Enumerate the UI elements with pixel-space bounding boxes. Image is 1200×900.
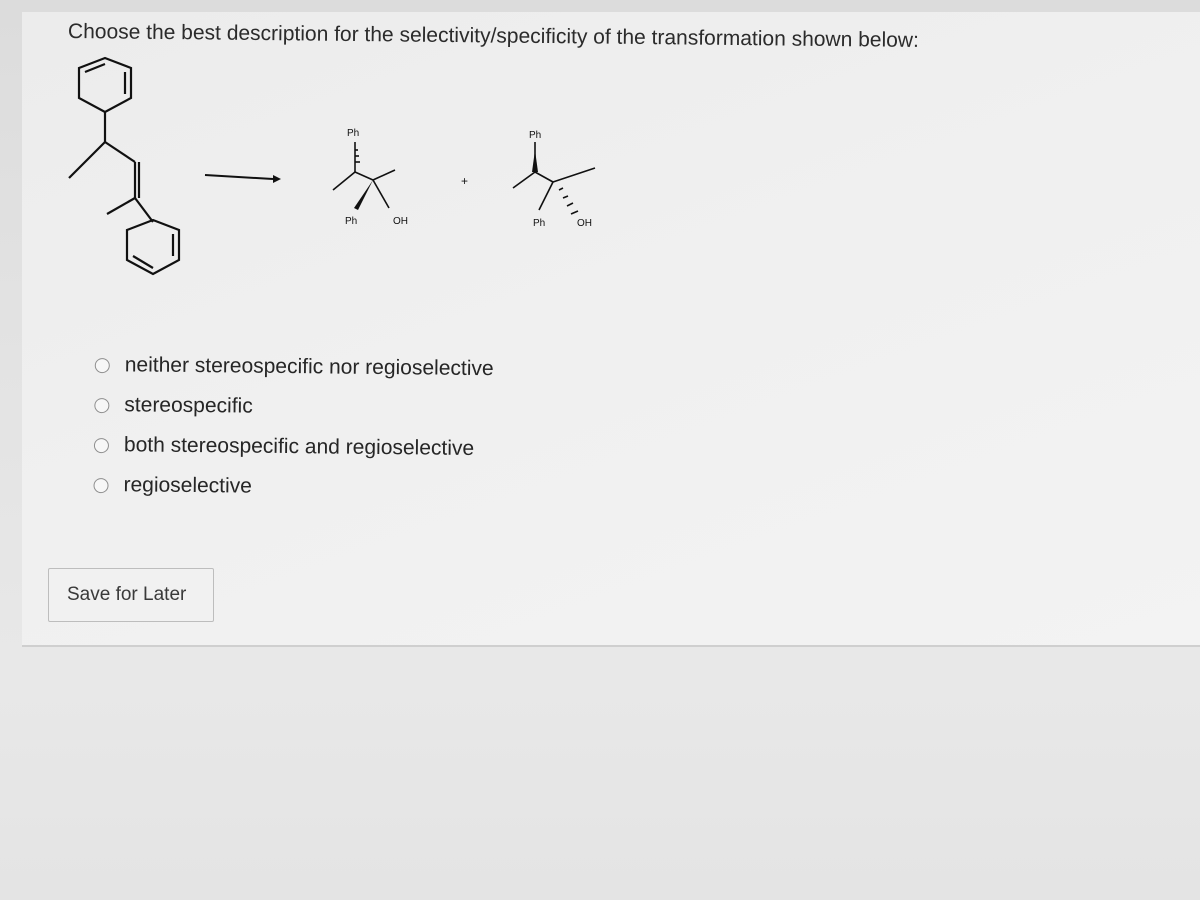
radio-button[interactable]	[94, 397, 109, 412]
option-stereospecific[interactable]	[94, 385, 493, 429]
option-both[interactable]	[94, 425, 493, 469]
reaction-arrow	[205, 175, 281, 183]
reactant-stilbene	[69, 58, 179, 274]
radio-button[interactable]	[95, 357, 110, 372]
radio-button[interactable]	[94, 437, 109, 452]
option-label: stereospecific	[124, 393, 253, 418]
product1-left-ph: Ph	[345, 216, 358, 227]
answer-options	[93, 345, 494, 509]
option-regioselective[interactable]	[93, 465, 492, 509]
product-1	[333, 142, 395, 210]
plus-sign: +	[461, 174, 469, 188]
product2-top-ph: Ph	[529, 130, 542, 141]
reaction-scheme	[55, 50, 615, 300]
option-label: neither stereospecific nor regioselective	[124, 353, 494, 381]
product2-left-ph: Ph	[533, 218, 546, 229]
product1-oh: OH	[393, 216, 408, 227]
product1-top-ph: Ph	[347, 128, 360, 139]
option-label: both stereospecific and regioselective	[123, 433, 475, 460]
radio-button[interactable]	[93, 477, 108, 492]
product-2	[513, 142, 595, 214]
option-neither[interactable]	[95, 345, 494, 389]
option-label: regioselective	[123, 473, 253, 498]
save-for-later-button[interactable]: Save for Later	[48, 568, 214, 622]
product2-oh: OH	[577, 218, 592, 229]
question-text: Choose the best description for the selectivity/specificity of the transformation shown below:	[67, 20, 920, 52]
